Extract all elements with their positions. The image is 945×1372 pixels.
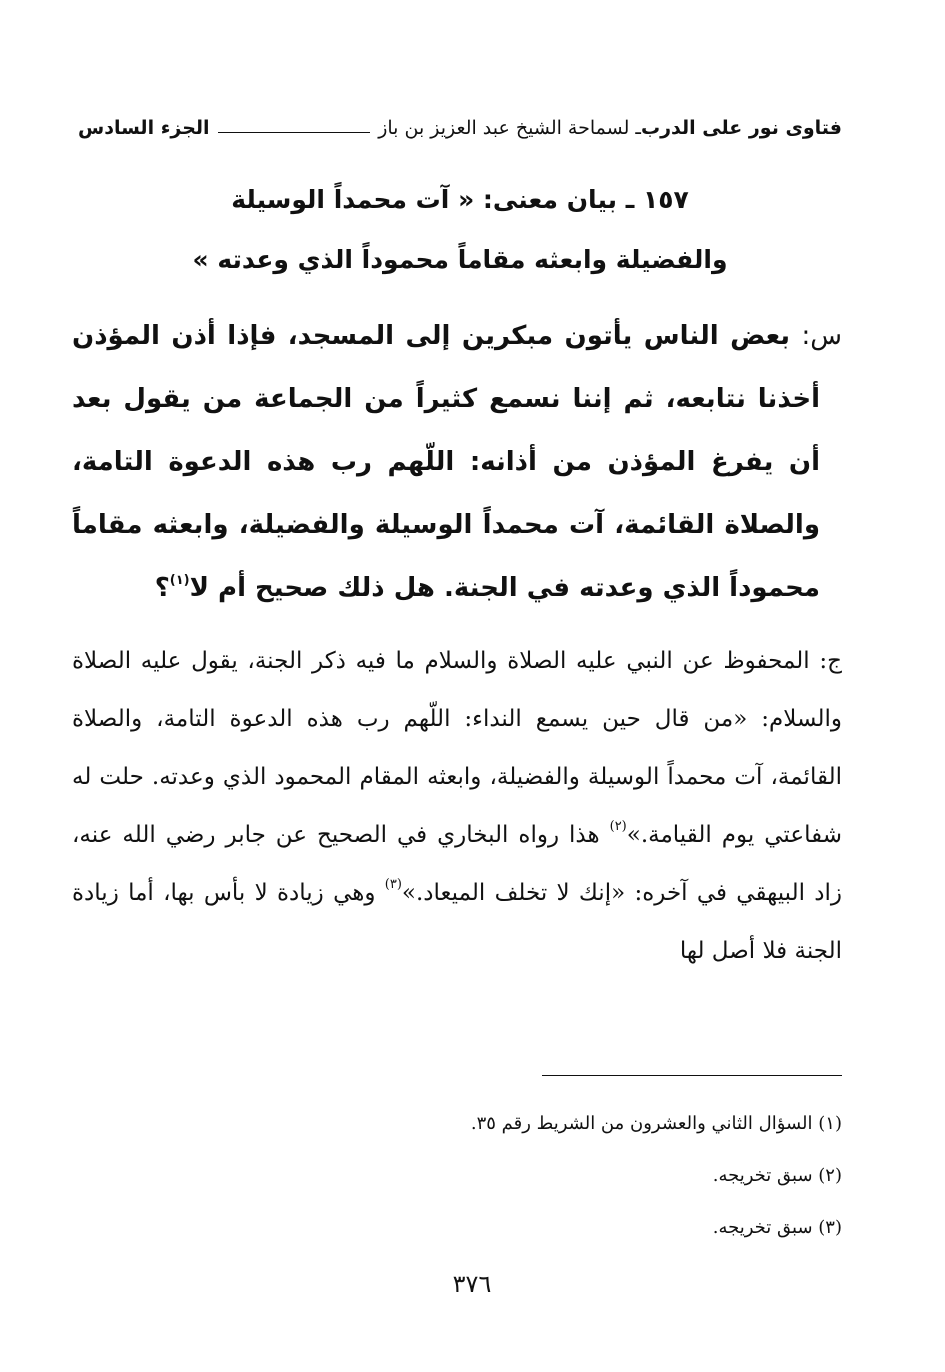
question-mark: ؟ xyxy=(154,573,170,603)
footnote-2: (٢) سبق تخريجه. xyxy=(712,1165,842,1186)
answer-block xyxy=(72,632,842,980)
answer-text-2: هذا رواه البخاري في الصحيح عن جابر رضي الله عنه، زاد البيهقي في آخره: «إنك لا تخلف الميعاد.» xyxy=(72,822,842,906)
footnote-ref-2: (٢) xyxy=(609,819,627,834)
footnote-1: (١) السؤال الثاني والعشرون من الشريط رقم ٣٥. xyxy=(470,1113,842,1134)
footnote-divider xyxy=(542,1075,842,1076)
book-title: فتاوى نور على الدرب xyxy=(641,117,842,139)
running-header xyxy=(78,112,842,144)
fatwa-title xyxy=(150,170,770,290)
fatwa-title-line-2: والفضيلة وابعثه مقاماً محموداً الذي وعدته » xyxy=(192,245,728,274)
page-number: ٣٧٦ xyxy=(452,1270,492,1298)
volume-part: الجزء السادس xyxy=(78,117,210,139)
answer-paragraph xyxy=(72,632,842,980)
footnote-3: (٣) سبق تخريجه. xyxy=(712,1217,842,1238)
footnote-ref-3: (٣) xyxy=(384,877,402,892)
answer-text-3: وهي زيادة لا بأس بها، أما زيادة الجنة فلا أصل لها xyxy=(72,880,842,964)
header-rule xyxy=(218,132,371,133)
question-text: بعض الناس يأتون مبكرين إلى المسجد، فإذا أذن المؤذن أخذنا نتابعه، ثم إننا نسمع كثيراً من الجماعة من يقول بعد أن يفرغ المؤذن من أذانه: اللّهم رب هذه الدعوة التامة، والصلاة القائمة، آت محمداً الوسيلة والفضيلة، وابعثه مقاماً محموداً الذي وعدته في الجنة. هل ذلك صحيح أم لا xyxy=(72,321,820,603)
answer-prefix: ج: xyxy=(819,648,842,674)
question-block xyxy=(72,305,842,620)
question-prefix: س: xyxy=(801,321,842,351)
author-name: ـ لسماحة الشيخ عبد العزيز بن باز xyxy=(378,117,641,139)
fatwa-title-line-1: ١٥٧ ـ بيان معنى: « آت محمداً الوسيلة xyxy=(231,185,689,214)
footnote-ref-1: (١) xyxy=(169,573,190,588)
answer-text-1: المحفوظ عن النبي عليه الصلاة والسلام ما فيه ذكر الجنة، يقول عليه الصلاة والسلام: «من قال حين يسمع النداء: اللّهم رب هذه الدعوة التامة، والصلاة القائمة، آت محمداً الوسيلة والفضيلة، وابعثه المقام المحمود الذي وعدته. حلت له شفاعتي يوم القيامة.» xyxy=(72,648,842,848)
question-paragraph xyxy=(72,305,842,620)
footnotes xyxy=(300,1098,842,1254)
